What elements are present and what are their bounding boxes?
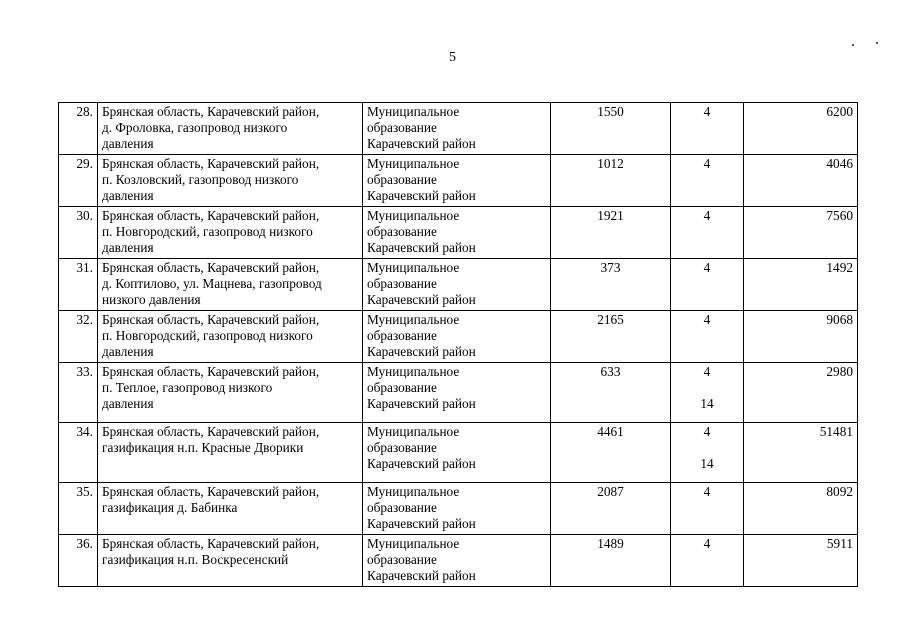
owner-line: Карачевский район [367, 188, 476, 203]
description-line: давления [102, 188, 154, 203]
owner-line: образование [367, 224, 437, 239]
length-cell: 633 [551, 363, 671, 423]
owner-line: Карачевский район [367, 456, 476, 471]
value-cell: 2980 [744, 363, 858, 423]
object-description [98, 259, 363, 311]
object-description [98, 363, 363, 423]
description-line: давления [102, 344, 154, 359]
description-line: газификация н.п. Воскресенский [102, 552, 289, 567]
description-line: п. Новгородский, газопровод низкого [102, 328, 313, 343]
table-row [59, 207, 858, 259]
length-cell: 1921 [551, 207, 671, 259]
row-number: 28. [59, 103, 98, 155]
owner-cell [363, 483, 551, 535]
owner-line: образование [367, 172, 437, 187]
value-cell: 51481 [744, 423, 858, 483]
object-description [98, 483, 363, 535]
row-number: 34. [59, 423, 98, 483]
row-number: 29. [59, 155, 98, 207]
table-row [59, 535, 858, 587]
owner-line: Карачевский район [367, 292, 476, 307]
owner-line: Муниципальное [367, 156, 460, 171]
value-cell: 5911 [744, 535, 858, 587]
description-line: давления [102, 240, 154, 255]
value-cell: 7560 [744, 207, 858, 259]
owner-cell [363, 423, 551, 483]
value-cell: 1492 [744, 259, 858, 311]
pressure-value: 4 [703, 484, 711, 499]
description-line: п. Козловский, газопровод низкого [102, 172, 299, 187]
owner-line: Муниципальное [367, 536, 460, 551]
description-line: п. Новгородский, газопровод низкого [102, 224, 313, 239]
object-description [98, 423, 363, 483]
owner-line: образование [367, 500, 437, 515]
owner-cell [363, 207, 551, 259]
description-line: д. Фроловка, газопровод низкого [102, 120, 288, 135]
value-cell: 9068 [744, 311, 858, 363]
page-number: 5 [449, 50, 456, 65]
owner-line: образование [367, 120, 437, 135]
scan-speck [876, 42, 878, 44]
value-cell: 4046 [744, 155, 858, 207]
pressure-cell [671, 259, 744, 311]
pressure-cell [671, 363, 744, 423]
pressure-cell [671, 483, 744, 535]
pressure-cell [671, 207, 744, 259]
owner-line: Муниципальное [367, 312, 460, 327]
description-line: Брянская область, Карачевский район, [102, 424, 320, 439]
table-row [59, 363, 858, 423]
pressure-value: 4 [703, 424, 711, 439]
owner-line: Муниципальное [367, 484, 460, 499]
owner-line: образование [367, 276, 437, 291]
owner-line: Карачевский район [367, 516, 476, 531]
length-cell: 1012 [551, 155, 671, 207]
row-number: 35. [59, 483, 98, 535]
table-row [59, 311, 858, 363]
owner-line: образование [367, 328, 437, 343]
table-row [59, 423, 858, 483]
owner-line: образование [367, 440, 437, 455]
description-line: Брянская область, Карачевский район, [102, 104, 320, 119]
description-line: газификация д. Бабинка [102, 500, 238, 515]
pressure-value: 4 [703, 260, 711, 275]
pressure-cell [671, 103, 744, 155]
registry-table [58, 102, 858, 587]
description-line: давления [102, 136, 154, 151]
description-line: газификация н.п. Красные Дворики [102, 440, 304, 455]
owner-cell [363, 363, 551, 423]
length-cell: 1550 [551, 103, 671, 155]
description-line: Брянская область, Карачевский район, [102, 484, 320, 499]
pressure-value: 14 [700, 456, 714, 471]
pressure-value: 4 [703, 104, 711, 119]
owner-line: образование [367, 552, 437, 567]
description-line: Брянская область, Карачевский район, [102, 312, 320, 327]
table-row [59, 155, 858, 207]
description-line: Брянская область, Карачевский район, [102, 364, 320, 379]
object-description [98, 311, 363, 363]
pressure-cell [671, 311, 744, 363]
length-cell: 4461 [551, 423, 671, 483]
description-line: низкого давления [102, 292, 201, 307]
owner-cell [363, 103, 551, 155]
object-description [98, 207, 363, 259]
owner-cell [363, 311, 551, 363]
pressure-value: 4 [703, 312, 711, 327]
scan-speck [852, 44, 854, 46]
row-number: 33. [59, 363, 98, 423]
row-number: 30. [59, 207, 98, 259]
value-cell: 6200 [744, 103, 858, 155]
description-line: давления [102, 396, 154, 411]
table-row [59, 259, 858, 311]
length-cell: 1489 [551, 535, 671, 587]
row-number: 32. [59, 311, 98, 363]
owner-line: Карачевский район [367, 136, 476, 151]
description-line: Брянская область, Карачевский район, [102, 208, 320, 223]
table-row [59, 103, 858, 155]
owner-line: Муниципальное [367, 260, 460, 275]
pressure-value: 4 [703, 364, 711, 379]
row-number: 36. [59, 535, 98, 587]
length-cell: 2165 [551, 311, 671, 363]
object-description [98, 535, 363, 587]
owner-line: Карачевский район [367, 568, 476, 583]
object-description [98, 155, 363, 207]
pressure-value: 4 [703, 156, 711, 171]
length-cell: 373 [551, 259, 671, 311]
description-line: Брянская область, Карачевский район, [102, 260, 320, 275]
object-description [98, 103, 363, 155]
row-number: 31. [59, 259, 98, 311]
pressure-cell [671, 423, 744, 483]
description-line: Брянская область, Карачевский район, [102, 536, 320, 551]
pressure-value: 4 [703, 208, 711, 223]
owner-line: Муниципальное [367, 104, 460, 119]
owner-cell [363, 535, 551, 587]
owner-cell [363, 259, 551, 311]
pressure-cell [671, 535, 744, 587]
description-line: Брянская область, Карачевский район, [102, 156, 320, 171]
length-cell: 2087 [551, 483, 671, 535]
owner-line: Карачевский район [367, 240, 476, 255]
owner-line: Карачевский район [367, 344, 476, 359]
description-line: п. Теплое, газопровод низкого [102, 380, 273, 395]
owner-line: образование [367, 380, 437, 395]
description-line: д. Коптилово, ул. Мацнева, газопровод [102, 276, 322, 291]
owner-cell [363, 155, 551, 207]
owner-line: Муниципальное [367, 424, 460, 439]
owner-line: Муниципальное [367, 208, 460, 223]
table-row [59, 483, 858, 535]
pressure-value: 4 [703, 536, 711, 551]
owner-line: Карачевский район [367, 396, 476, 411]
value-cell: 8092 [744, 483, 858, 535]
owner-line: Муниципальное [367, 364, 460, 379]
pressure-value: 14 [700, 396, 714, 411]
pressure-cell [671, 155, 744, 207]
